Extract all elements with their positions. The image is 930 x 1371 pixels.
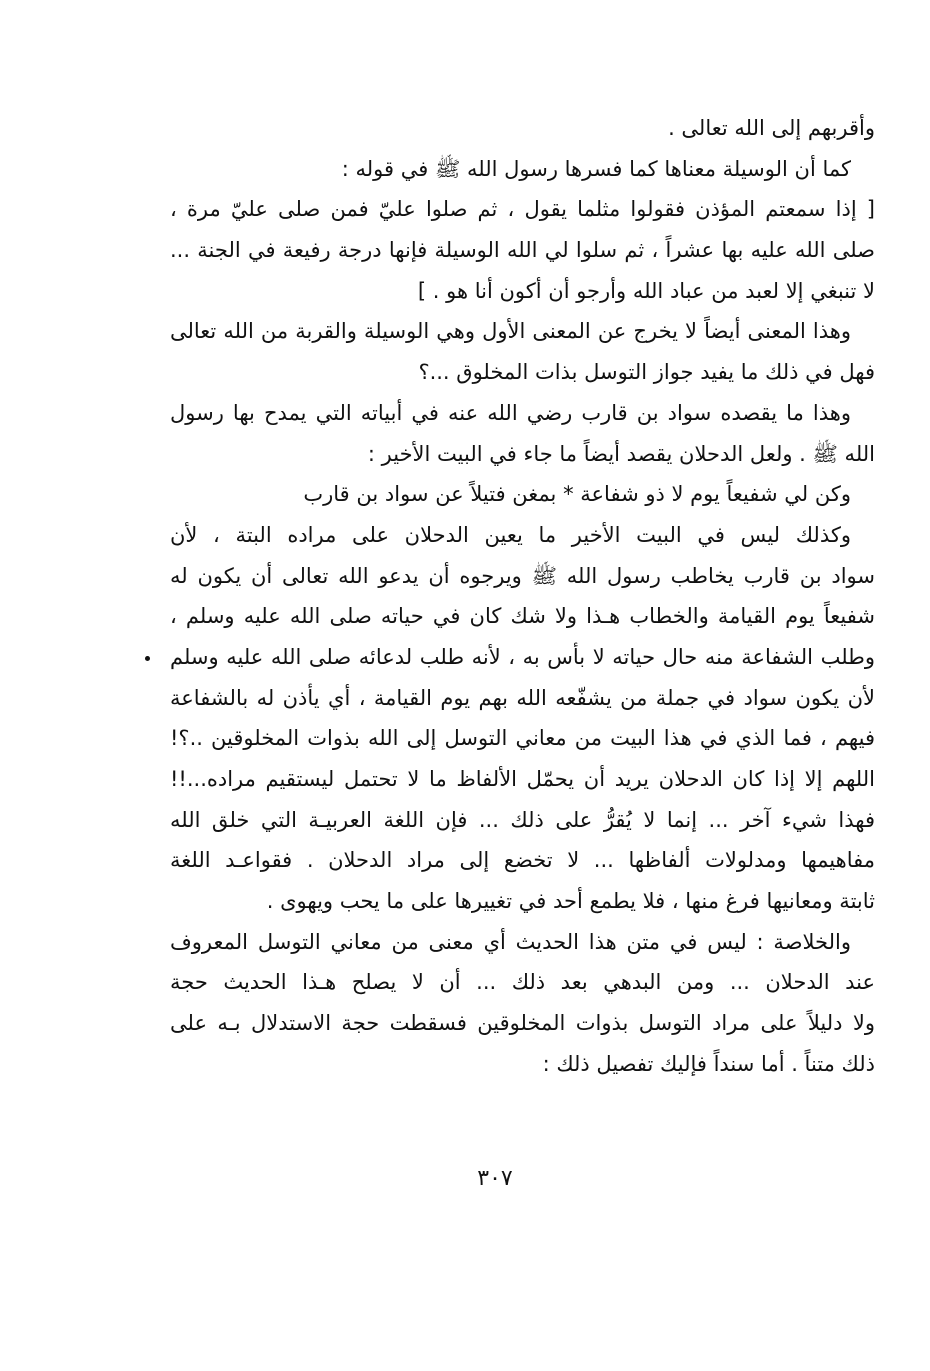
body-text: [170, 108, 875, 1085]
page-number: ٣٠٧: [477, 1166, 513, 1191]
text-line: وهذا المعنى أيضاً لا يخرج عن المعنى الأول وهي الوسيلة والقربة من الله تعالى: [170, 319, 851, 344]
text-line: شفيعاً يوم القيامة والخطاب هـذا ولا شك كان في حياته صلى الله عليه وسلم ،: [170, 604, 875, 629]
text-line: الله ﷺ . ولعل الدحلان يقصد أيضاً ما جاء في البيت الأخير :: [367, 441, 875, 466]
text-line: لأن يكون سواد في جملة من يشفّعه الله بهم يوم القيامة ، أي يأذن له بالشفاعة: [170, 685, 875, 710]
text-line: ذلك متناً . أما سنداً فإليك تفصيل ذلك :: [542, 1051, 875, 1076]
text-line: سواد بن قارب يخاطب رسول الله ﷺ ويرجوه أن يدعو الله تعالى أن يكون له: [170, 563, 875, 588]
text-line: كما أن الوسيلة معناها كما فسرها رسول الله ﷺ في قوله :: [341, 156, 851, 181]
text-line: فهل في ذلك ما يفيد جواز التوسل بذات المخلوق ...؟: [418, 360, 875, 385]
text-line: ثابتة ومعانيها فرغ منها ، فلا يطمع أحد في تغييرها على ما يحب ويهوى .: [266, 889, 875, 914]
text-line: عند الدحلان ... ومن البدهي بعد ذلك ... أن لا يصلح هـذا الحديث حجة: [170, 970, 875, 995]
poem-verse: وكن لي شفيعاً يوم لا ذو شفاعة * بمغن فتيلاً عن سواد بن قارب: [303, 482, 851, 507]
text-line: وطلب الشفاعة منه حال حياته لا بأس به ، لأنه طلب لدعائه صلى الله عليه وسلم: [170, 644, 875, 669]
margin-mark: [145, 656, 150, 661]
text-line: وكذلك ليس في البيت الأخير ما يعين الدحلان على مراده البتة ، لأن: [170, 522, 851, 547]
hadith-line: [ إذا سمعتم المؤذن فقولوا مثلما يقول ، ثم صلوا عليّ فمن صلى عليّ مرة ،: [170, 197, 875, 222]
hadith-line: لا تنبغي إلا لعبد من عباد الله وأرجو أن أكون أنا هو . ]: [417, 278, 875, 303]
text-line: ولا دليلاً على مراد التوسل بذوات المخلوقين فسقطت حجة الاستدلال بـه على: [170, 1011, 875, 1036]
text-line: وأقربهم إلى الله تعالى .: [668, 116, 875, 140]
hadith-line: صلى الله عليه بها عشراً ، ثم سلوا لي الله الوسيلة فإنها درجة رفيعة في الجنة ...: [170, 238, 875, 263]
text-line: اللهم إلا إذا كان الدحلان يريد أن يحمّل الألفاظ ما لا تحتمل ليستقيم مراده...!!: [170, 767, 875, 791]
text-line: والخلاصة : ليس في متن هذا الحديث أي معنى من معاني التوسل المعروف: [170, 929, 851, 954]
text-line: فهذا شيء آخر ... إنما لا يُقرُّ على ذلك ... فإن اللغة العربيـة التي خلق الله: [170, 807, 875, 832]
text-line: وهذا ما يقصده سواد بن قارب رضي الله عنه في أبياته التي يمدح بها رسول: [170, 400, 851, 425]
text-line: مفاهيمها ومدلولات ألفاظها ... لا تخضع إلى مراد الدحلان . فقواعـد اللغة: [170, 848, 875, 873]
text-line: فيهم ، فما الذي في هذا البيت من معاني التوسل إلى الله بذوات المخلوقين ..؟!: [170, 726, 875, 751]
